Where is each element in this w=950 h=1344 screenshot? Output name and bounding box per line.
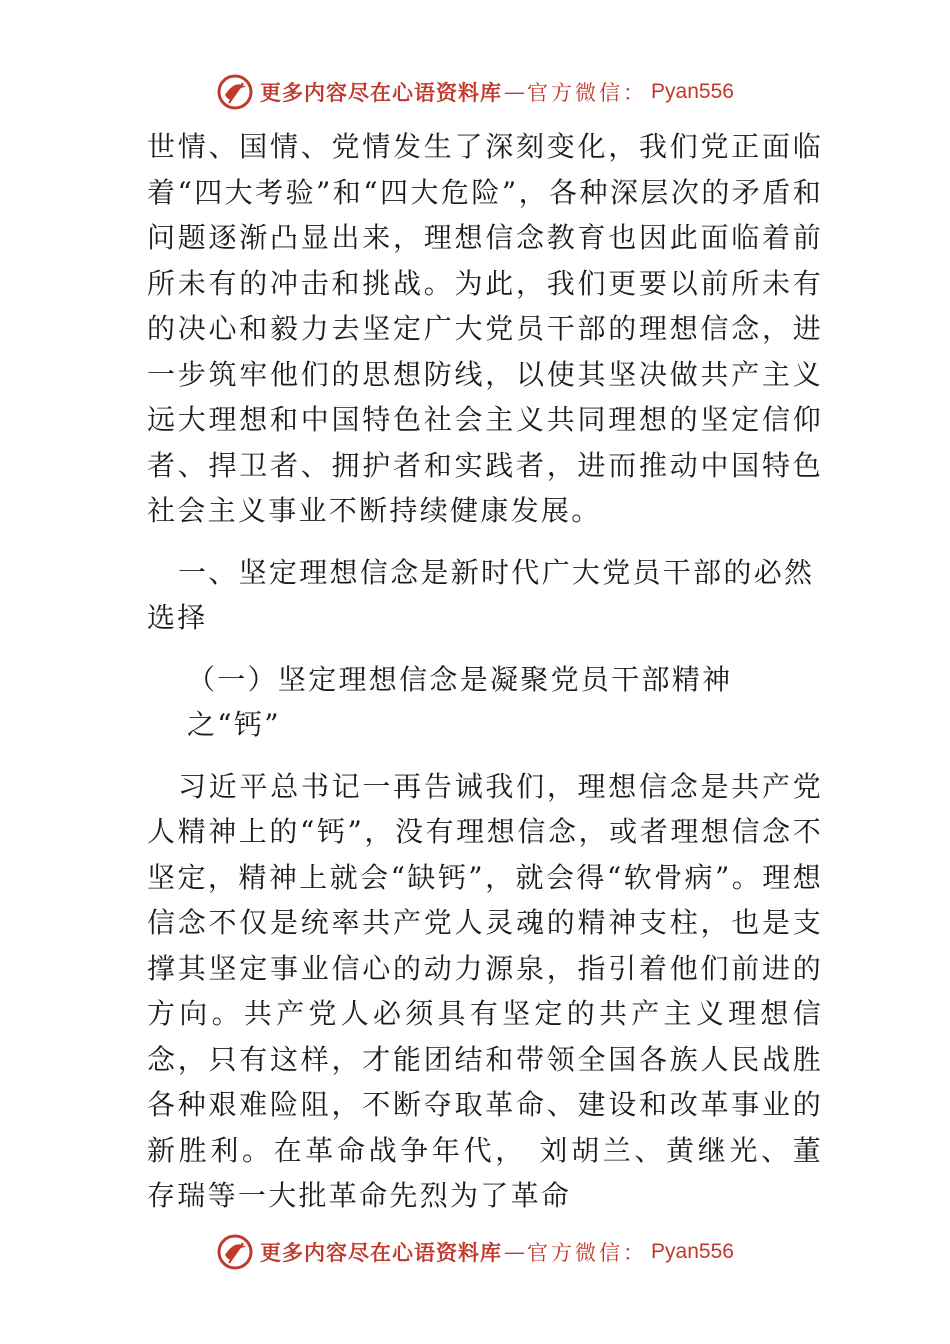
- subsection-heading: （一）坚定理想信念是凝聚党员干部精神之“钙”: [187, 662, 733, 741]
- header-wechat-id: Pyan556: [651, 80, 734, 103]
- paragraph-1: 世情、国情、党情发生了深刻变化，我们党正面临着“四大考验”和“四大危险”，各种深层次的矛盾和问题逐渐凸显出来，理想信念教育也因此面临着前所未有的冲击和挑战。为此，我们更要以前所未有的决心和毅力去坚定广大党员干部的理想信念，进一步筑牢他们的思想防线，以使其坚决做共产主义远大理想和中国特色社会主义共同理想的坚定信仰者、捍卫者、拥护者和实践者，进而推动中国特色社会主义事业不断持续健康发展。: [147, 130, 823, 527]
- header-wechat-label: 官方微信：: [527, 81, 648, 105]
- section-heading: 一、坚定理想信念是新时代广大党员干部的必然选择: [147, 555, 815, 634]
- header-dash: —: [504, 80, 526, 104]
- footer-wechat-label: 官方微信：: [527, 1241, 648, 1265]
- logo-icon: [216, 1233, 254, 1271]
- footer-dash: —: [504, 1240, 526, 1264]
- logo-icon: [216, 73, 254, 111]
- footer-brand: 更多内容尽在心语资料库: [260, 1240, 503, 1265]
- header-brand: 更多内容尽在心语资料库: [260, 80, 503, 105]
- document-body: [147, 124, 823, 1219]
- paragraph-2: 习近平总书记一再告诫我们，理想信念是共产党人精神上的“钙”，没有理想信念，或者理想信念不坚定，精神上就会“缺钙”，就会得“软骨病”。理想信念不仅是统率共产党人灵魂的精神支柱，也是支撑其坚定事业信心的动力源泉，指引着他们前进的方向。共产党人必须具有坚定的共产主义理想信念，只有这样，才能团结和带领全国各族人民战胜各种艰难险阻，不断夺取革命、建设和改革事业的新胜利。在革命战争年代， 刘胡兰、黄继光、董存瑞等一大批革命先烈为了革命: [147, 769, 823, 1212]
- footer-wechat-id: Pyan556: [651, 1240, 734, 1263]
- footer-banner: [0, 1230, 950, 1274]
- header-banner: [0, 70, 950, 114]
